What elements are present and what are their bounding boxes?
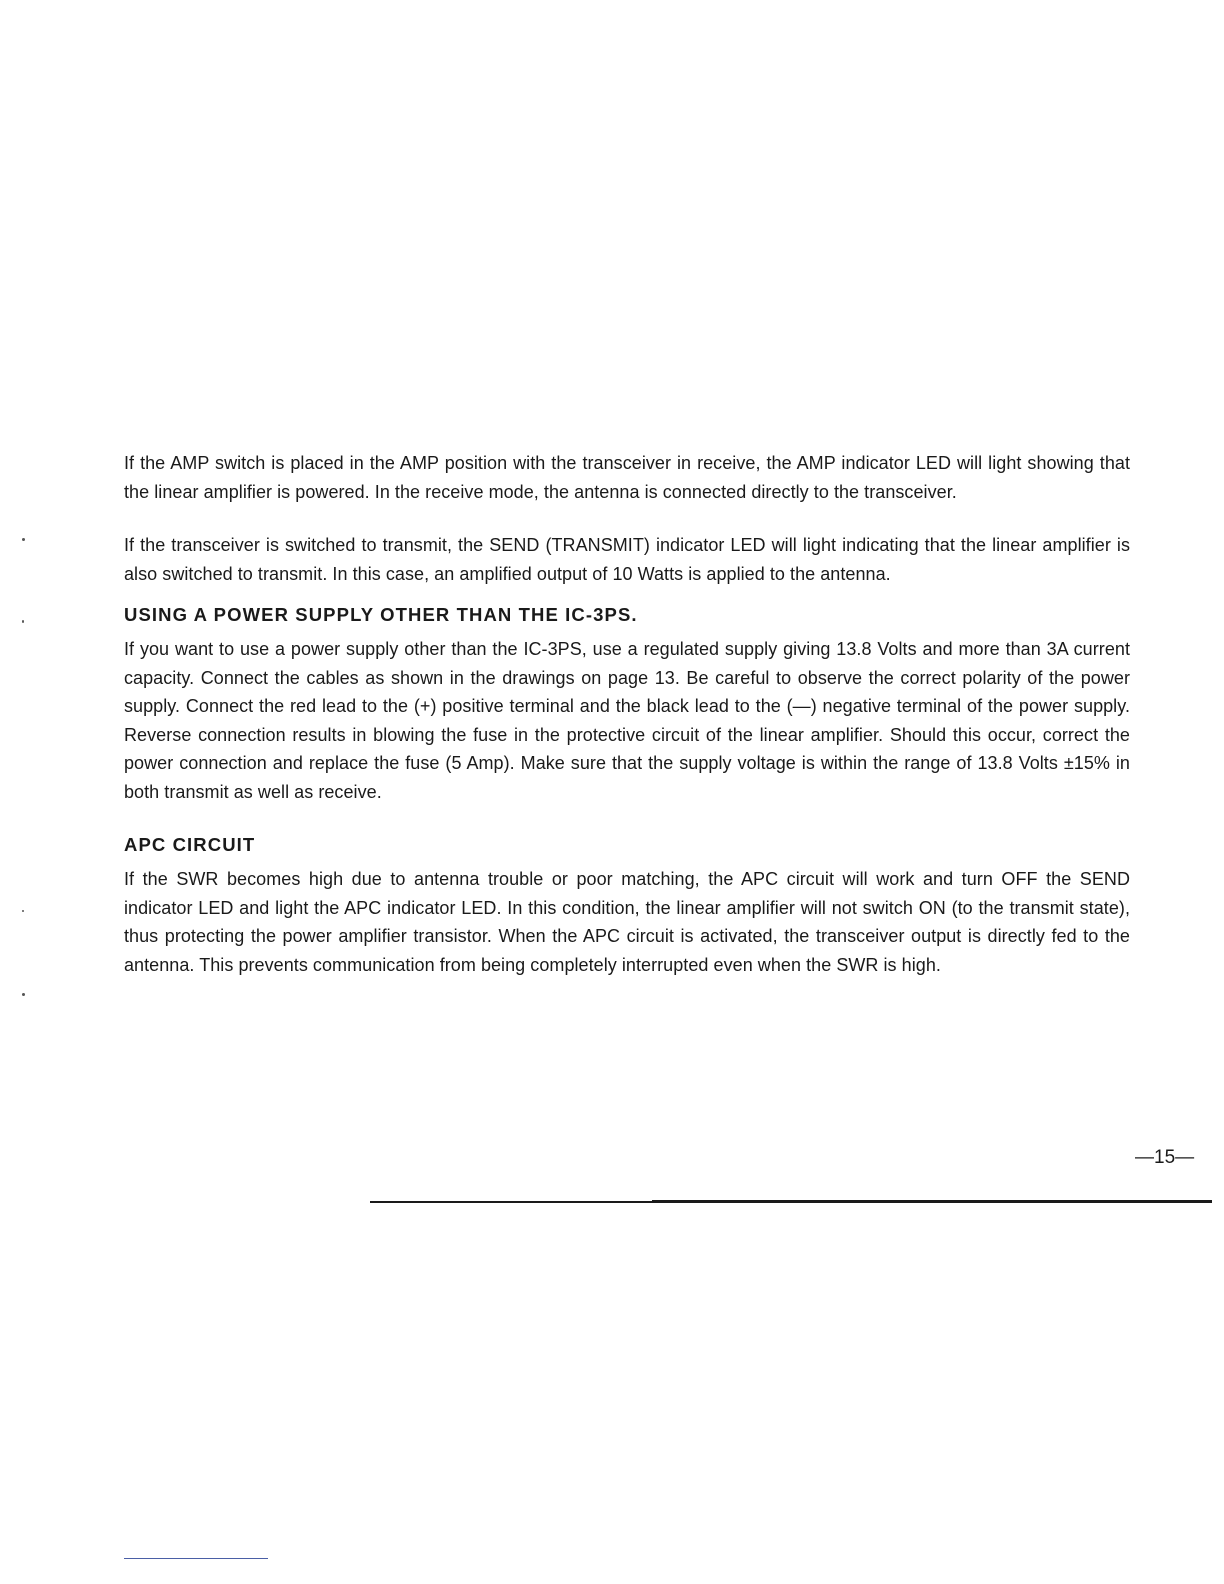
page-number: —15—	[1135, 1147, 1195, 1168]
paragraph-power-supply: If you want to use a power supply other than the IC-3PS, use a regulated supply giving 13.8 Volts and more than 3A current capacity. Connect the cables as shown in the drawings on page 13. Be careful to observe the correct polarity of the power supply. Connect the red lead to the (+) positive terminal and the black lead to the (—) negative terminal of the power supply. Reverse connection results in blowing the fuse in the protective circuit of the linear amplifier. Should this occur, correct the power connection and replace the fuse (5 Amp). Make sure that the supply voltage is within the range of 13.8 Volts ±15% in both transmit as well as receive.	[124, 639, 1130, 802]
scan-speck	[22, 620, 24, 623]
paragraph-apc-circuit: If the SWR becomes high due to antenna trouble or poor matching, the APC circuit will work and turn OFF the SEND indicator LED and light the APC indicator LED. In this condition, the linear amplifier will not switch ON (to the transmit state), thus protecting the power amplifier transistor. When the APC circuit is activated, the transceiver output is directly fed to the antenna. This prevents communication from being completely interrupted even when the SWR is high.	[124, 869, 1130, 975]
scan-speck	[22, 910, 24, 912]
footer-rule	[124, 1558, 268, 1559]
section-heading-apc-circuit: APC CIRCUIT	[124, 834, 256, 855]
scan-speck	[22, 538, 25, 541]
page-body	[124, 449, 1130, 979]
paragraph-transmit: If the transceiver is switched to transmit, the SEND (TRANSMIT) indicator LED will light indicating that the linear amplifier is also switched to transmit. In this case, an amplified output of 10 Watts is applied to the antenna.	[124, 535, 1130, 584]
scan-speck	[22, 993, 25, 996]
paragraph-amp-receive: If the AMP switch is placed in the AMP position with the transceiver in receive, the AMP indicator LED will light showing that the linear amplifier is powered. In the receive mode, the antenna is connected directly to the transceiver.	[124, 453, 1130, 502]
bottom-divider-rule	[370, 1201, 1212, 1203]
section-heading-power-supply: USING A POWER SUPPLY OTHER THAN THE IC-3PS.	[124, 604, 638, 625]
